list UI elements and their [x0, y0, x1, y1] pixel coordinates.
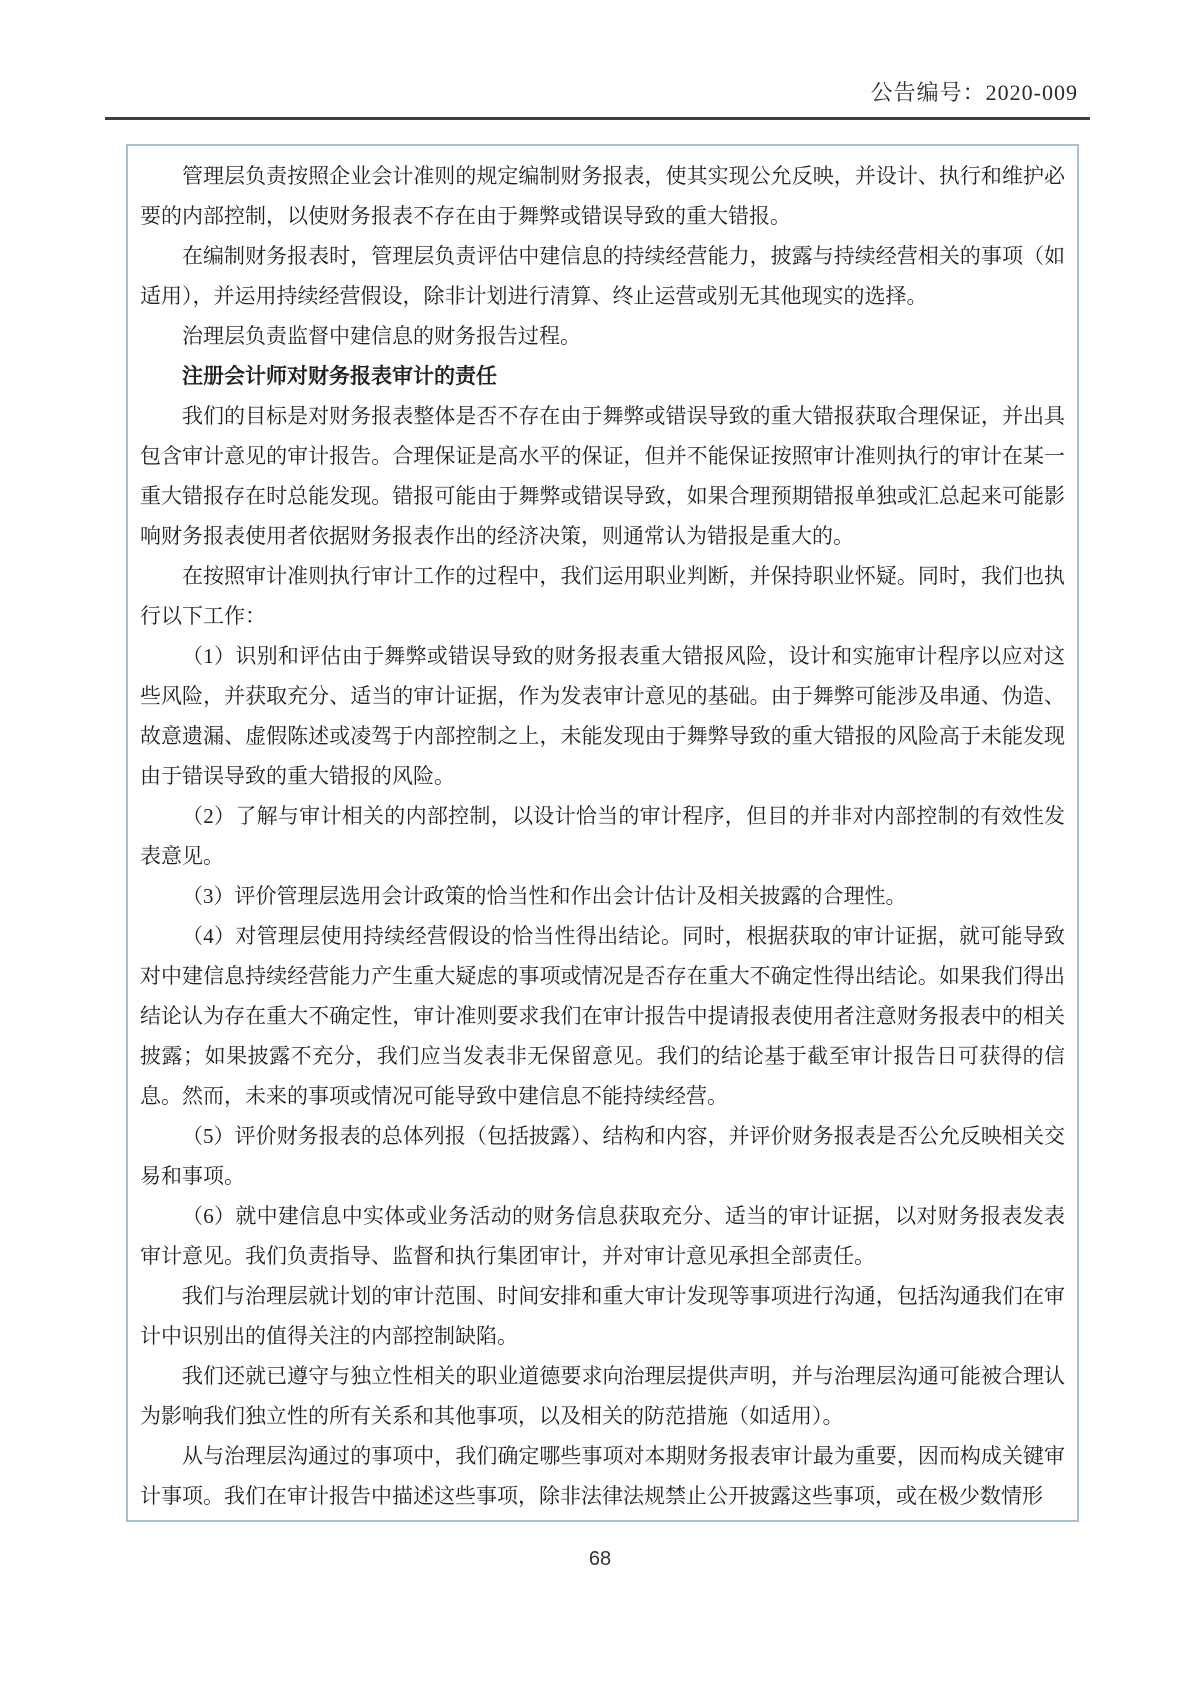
paragraph: 从与治理层沟通过的事项中，我们确定哪些事项对本期财务报表审计最为重要，因而构成关键审计事项。我们在审计报告中描述这些事项，除非法律法规禁止公开披露这些事项，或在极少数情形	[140, 1444, 1065, 1508]
paragraph: 治理层负责监督中建信息的财务报告过程。	[182, 324, 581, 348]
paragraph: （3）评价管理层选用会计政策的恰当性和作出会计估计及相关披露的合理性。	[182, 884, 907, 908]
paragraph: 管理层负责按照企业会计准则的规定编制财务报表，使其实现公允反映，并设计、执行和维护必要的内部控制，以使财务报表不存在由于舞弊或错误导致的重大错报。	[140, 164, 1065, 228]
paragraph: 我们的目标是对财务报表整体是否不存在由于舞弊或错误导致的重大错报获取合理保证，并出具包含审计意见的审计报告。合理保证是高水平的保证，但并不能保证按照审计准则执行的审计在某一重大错报存在时总能发现。错报可能由于舞弊或错误导致，如果合理预期错报单独或汇总起来可能影响财务报表使用者依据财务报表作出的经济决策，则通常认为错报是重大的。	[140, 404, 1065, 548]
page-number: 68	[588, 1548, 612, 1570]
paragraph: （2）了解与审计相关的内部控制，以设计恰当的审计程序，但目的并非对内部控制的有效性发表意见。	[140, 804, 1065, 868]
paragraph: （4）对管理层使用持续经营假设的恰当性得出结论。同时，根据获取的审计证据，就可能导致对中建信息持续经营能力产生重大疑虑的事项或情况是否存在重大不确定性得出结论。如果我们得出结论认为存在重大不确定性，审计准则要求我们在审计报告中提请报表使用者注意财务报表中的相关披露；如果披露不充分，我们应当发表非无保留意见。我们的结论基于截至审计报告日可获得的信息。然而，未来的事项或情况可能导致中建信息不能持续经营。	[140, 924, 1065, 1108]
page-footer	[0, 1548, 1200, 1571]
paragraph: （5）评价财务报表的总体列报（包括披露）、结构和内容，并评价财务报表是否公允反映相关交易和事项。	[140, 1124, 1065, 1188]
header-divider	[105, 117, 1090, 120]
paragraph: 我们与治理层就计划的审计范围、时间安排和重大审计发现等事项进行沟通，包括沟通我们在审计中识别出的值得关注的内部控制缺陷。	[140, 1284, 1065, 1348]
section-heading: 注册会计师对财务报表审计的责任	[182, 364, 497, 388]
announcement-number: 公告编号：2020-009	[870, 80, 1078, 105]
page-header	[0, 0, 1200, 107]
paragraph: 在编制财务报表时，管理层负责评估中建信息的持续经营能力，披露与持续经营相关的事项（如适用），并运用持续经营假设，除非计划进行清算、终止运营或别无其他现实的选择。	[140, 244, 1065, 308]
content-border-box	[126, 144, 1079, 1522]
paragraph: （1）识别和评估由于舞弊或错误导致的财务报表重大错报风险，设计和实施审计程序以应对这些风险，并获取充分、适当的审计证据，作为发表审计意见的基础。由于舞弊可能涉及串通、伪造、故意遗漏、虚假陈述或凌驾于内部控制之上，未能发现由于舞弊导致的重大错报的风险高于未能发现由于错误导致的重大错报的风险。	[140, 644, 1065, 788]
paragraph: 在按照审计准则执行审计工作的过程中，我们运用职业判断，并保持职业怀疑。同时，我们也执行以下工作：	[140, 564, 1065, 628]
paragraph: 我们还就已遵守与独立性相关的职业道德要求向治理层提供声明，并与治理层沟通可能被合理认为影响我们独立性的所有关系和其他事项，以及相关的防范措施（如适用）。	[140, 1364, 1065, 1428]
paragraph: （6）就中建信息中实体或业务活动的财务信息获取充分、适当的审计证据，以对财务报表发表审计意见。我们负责指导、监督和执行集团审计，并对审计意见承担全部责任。	[140, 1204, 1065, 1268]
